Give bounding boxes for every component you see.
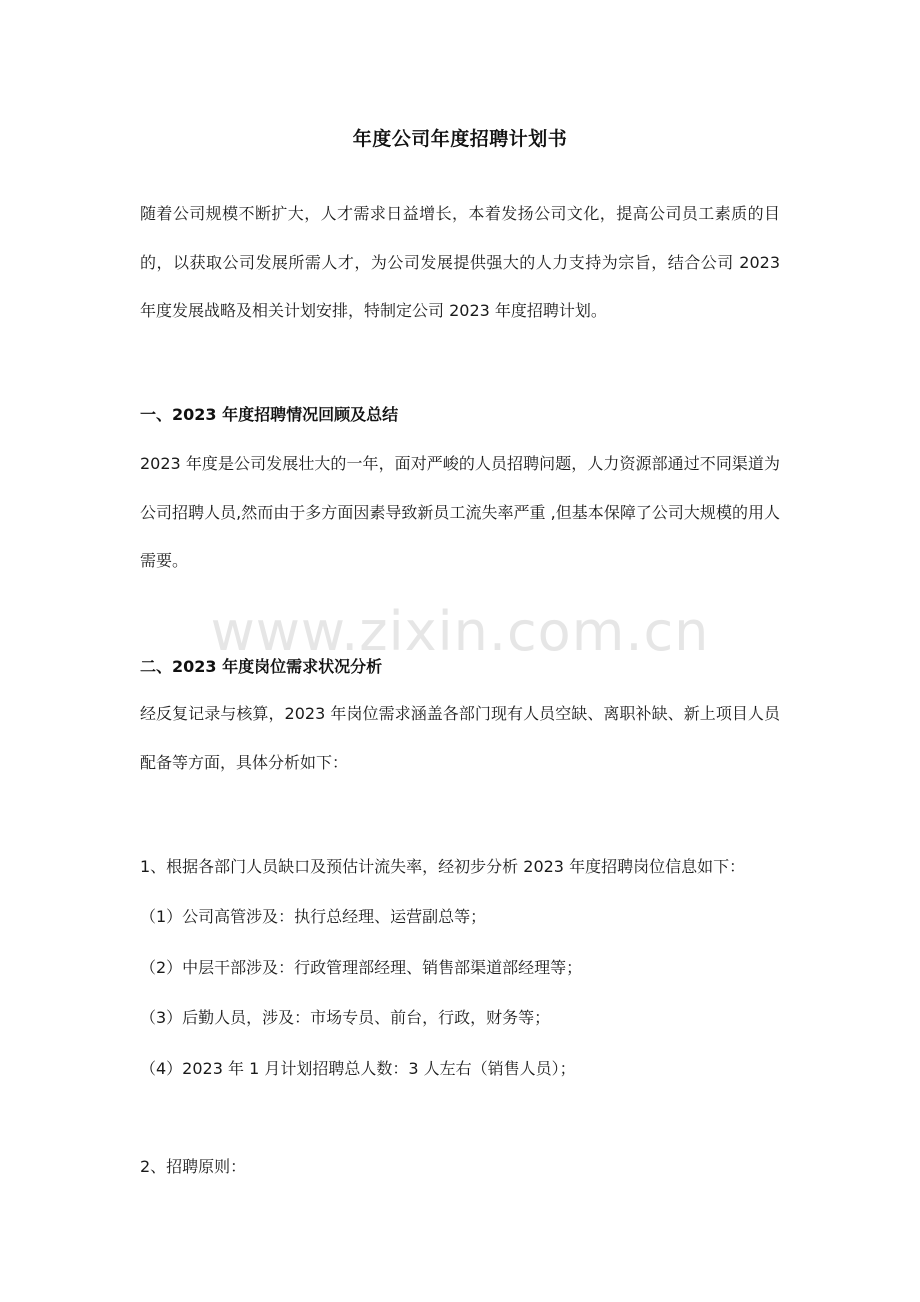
document-title: 年度公司年度招聘计划书	[352, 128, 568, 150]
watermark: www.zixin.com.cn	[210, 600, 710, 663]
list-item-2: 2、招聘原则：	[140, 1157, 247, 1176]
section1-paragraph: 2023 年度是公司发展壮大的一年，面对严峻的人员招聘问题，人力资源部通过不同渠道为公司招聘人员,然而由于多方面因素导致新员工流失率严重 ,但基本保障了公司大规模的用人需要。	[140, 454, 780, 570]
sub-item-4: （4）2023 年 1 月计划招聘总人数：3 人左右（销售人员）；	[140, 1059, 576, 1078]
section1-heading: 一、2023 年度招聘情况回顾及总结	[140, 405, 399, 424]
section2-paragraph: 经反复记录与核算，2023 年岗位需求涵盖各部门现有人员空缺、离职补缺、新上项目人员配备等方面，具体分析如下：	[140, 704, 780, 772]
sub-item-3: （3）后勤人员，涉及：市场专员、前台，行政，财务等；	[140, 1008, 551, 1027]
sub-item-1: （1）公司高管涉及：执行总经理、运营副总等；	[140, 907, 487, 926]
list-item-1: 1、根据各部门人员缺口及预估计流失率，经初步分析 2023 年度招聘岗位信息如下：	[140, 857, 746, 876]
intro-paragraph: 随着公司规模不断扩大，人才需求日益增长，本着发扬公司文化，提高公司员工素质的目的，以获取公司发展所需人才，为公司发展提供强大的人力支持为宗旨，结合公司 2023 年度发展战略及相关计划安排，特制定公司 2023 年度招聘计划。	[140, 204, 780, 320]
sub-item-2: （2）中层干部涉及：行政管理部经理、销售部渠道部经理等；	[140, 958, 583, 977]
section2-heading: 二、2023 年度岗位需求状况分析	[140, 657, 383, 676]
